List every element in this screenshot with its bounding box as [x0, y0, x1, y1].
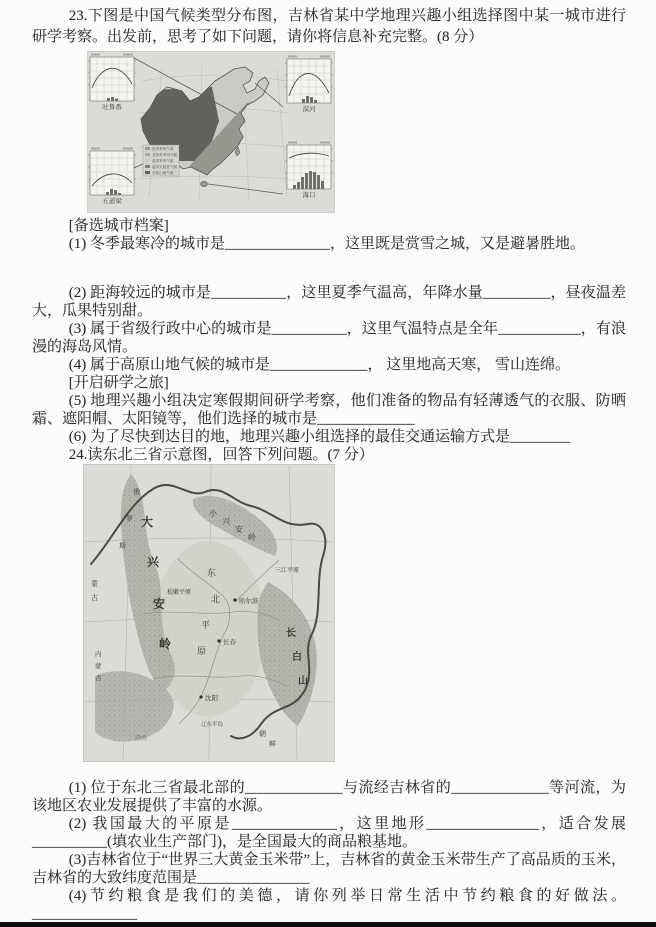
legend-label: 热带季风气候: [152, 147, 174, 151]
label-char: 北: [211, 594, 221, 604]
legend-label: 亚热带季风气候: [152, 153, 178, 157]
label-char: 山: [298, 676, 308, 687]
q24-intro-text: 24.读东北三省示意图，回答下列问题。(7 分）: [68, 447, 374, 463]
q23-item-1: (1) 冬季最寒冷的城市是______________，这里既是赏雪之城，又是避暑胜地。: [68, 236, 585, 252]
label-char: 古: [95, 675, 102, 682]
station-label: 五道梁: [102, 198, 122, 205]
label-songnen-plain: 松嫩平原: [167, 590, 192, 596]
label-char: 朝: [259, 730, 266, 738]
q23-journey-heading: [开启研学之旅]: [68, 375, 169, 391]
map1-legend: [143, 145, 179, 176]
label-char: 鲜: [269, 740, 276, 748]
label-char: 内: [95, 651, 102, 658]
q23-item-4: (4) 属于高原山地气候的城市是_____________， 这里地高天寒， 雪山连绵。: [68, 357, 570, 373]
northeast-map-svg: [83, 464, 335, 762]
q24-item-2: (2) 我国最大的平原是______________，这里地形_______________，适合发展__________(填农业生产部门)，是全国最大的商品粮基地。: [32, 816, 626, 850]
china-climate-map-figure: [87, 51, 335, 213]
label-char: 安: [153, 597, 166, 611]
shenyang-dot: [199, 695, 202, 698]
station-label: 漠河: [302, 106, 316, 113]
scan-edge-line: [0, 922, 656, 927]
q23-item-2: (2) 距海较远的城市是__________，这里夏季气温高，年降水量_________，昼夜温差大，瓜果特别甜。: [32, 285, 626, 319]
label-char: 岭: [248, 533, 256, 542]
label-char: 小: [209, 509, 217, 518]
label-liaodong-peninsula: 辽东半岛: [201, 722, 224, 728]
q23-item-6: (6) 为了尽快到达目的地，地理兴趣小组选择的最佳交通运输方式是________: [68, 429, 570, 445]
label-char: 俄: [133, 488, 140, 496]
legend-label: 温带季风气候: [152, 159, 174, 163]
label-char: 白: [292, 652, 302, 663]
label-harbin: 哈尔滨: [239, 598, 259, 605]
station-label: 海口: [302, 192, 316, 199]
label-char: 罗: [126, 515, 133, 523]
label-shenyang: 沈阳: [205, 695, 218, 702]
label-char: 兴: [222, 517, 230, 526]
label-char: 长: [286, 628, 296, 639]
q23-intro-text: 23.下图是中国气候类型分布图，吉林省某中学地理兴趣小组选择图中某一城市进行研学考察。出发前，思考了如下问题，请你将信息补充完整。(8 分）: [32, 8, 626, 45]
legend-label: 温带大陆性气候: [152, 165, 178, 169]
label-char: 蒙: [91, 580, 98, 588]
q23-archive-heading: [备选城市档案]: [68, 218, 169, 234]
changchun-dot: [217, 639, 220, 642]
label-char: 原: [197, 646, 207, 656]
label-char: 东: [207, 568, 217, 578]
label-char: 斯: [119, 542, 126, 550]
label-char: 大: [141, 515, 154, 529]
harbin-dot: [233, 598, 236, 601]
label-char: 兴: [147, 555, 160, 569]
label-char: 蒙: [95, 663, 102, 670]
label-bohai-sea: 渤海: [135, 736, 148, 742]
q23-item-5: (5) 地理兴趣小组决定寒假期间研学考察，他们准备的物品有轻薄透气的衣服、防晒霜、遮阳帽、太阳镜等，他们选择的城市是_____________: [32, 393, 626, 427]
q24-item-1: (1) 位于东北三省最北部的_____________与流经吉林省的_____________等河流，为该地区农业发展提供了丰富的水源。: [32, 780, 626, 814]
label-sanjiang-plain: 三江平原: [275, 568, 300, 574]
hainan-island: [201, 181, 208, 186]
q23-item-3: (3) 属于省级行政中心的城市是__________，这里气温特点是全年___________，有浪漫的海岛风情。: [32, 321, 626, 355]
q24-item-3: (3)吉林省位于“世界三大黄金玉米带”上，吉林省的黄金玉米带生产了高品质的玉米，吉林省的大致纬度范围是_______________: [32, 852, 626, 886]
label-char: 平: [201, 620, 211, 630]
station-label: 吐鲁番: [102, 104, 122, 111]
q24-item-4: (4)节约粮食是我们的美德，请你列举日常生活中节约粮食的好做法。______________: [32, 888, 626, 922]
legend-label: 高原山地气候: [152, 171, 174, 175]
label-char: 古: [91, 594, 98, 602]
china-climate-map-svg: [87, 51, 335, 213]
northeast-provinces-map-figure: [83, 464, 335, 762]
label-char: 安: [235, 525, 243, 534]
label-changchun: 长春: [223, 639, 236, 646]
label-char: 岭: [159, 637, 172, 651]
